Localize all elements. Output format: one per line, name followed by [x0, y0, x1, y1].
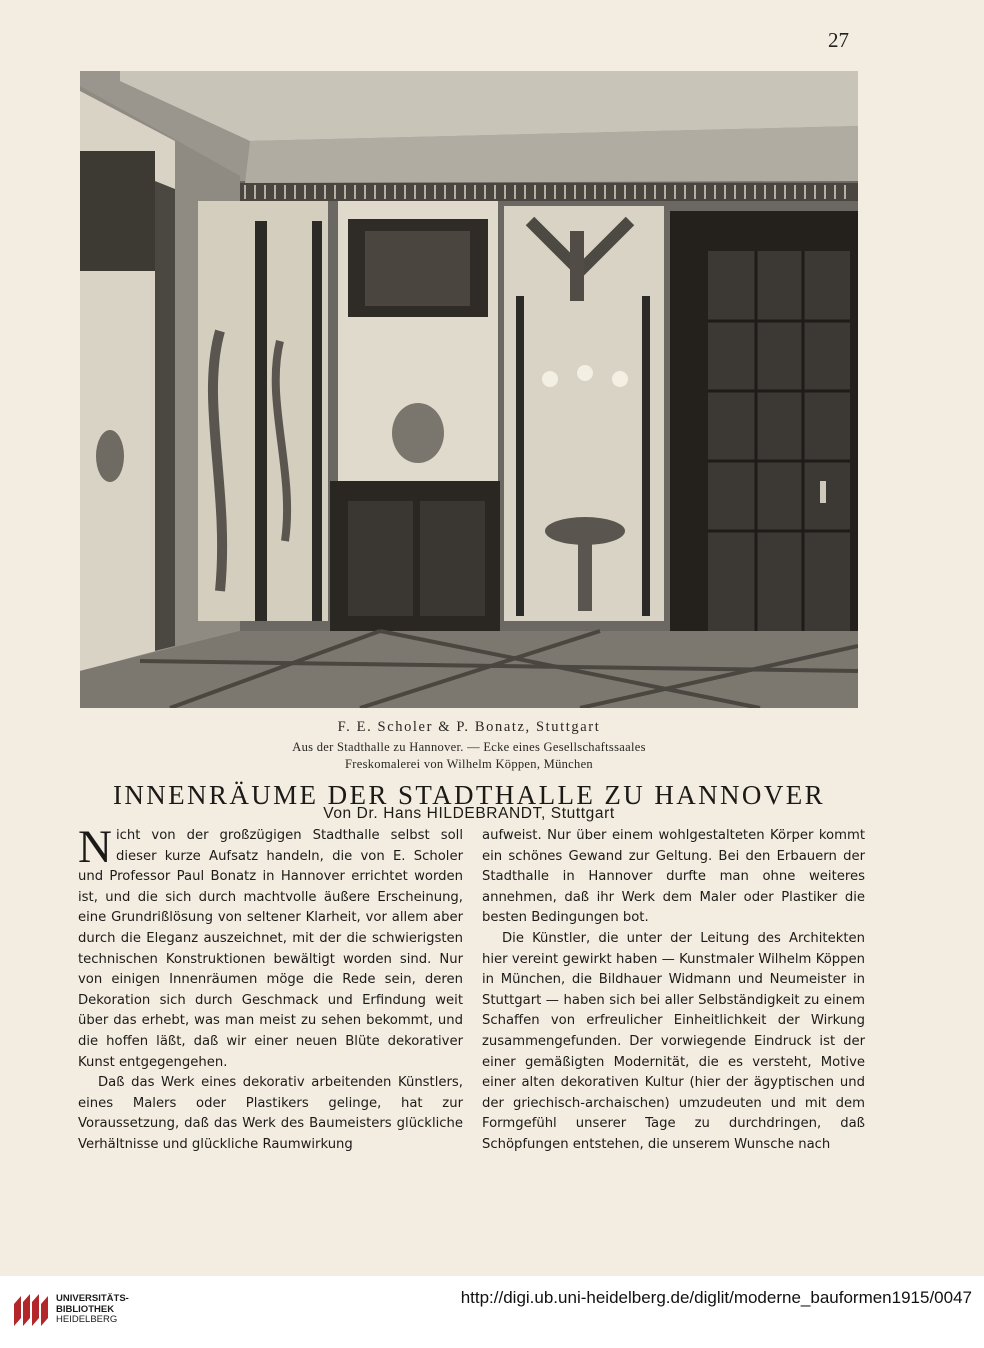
paragraph: Die Künstler, die unter der Leitung des Architekten hier vereint gewirkt haben — Kunstmaler Wilhelm Köppen in München, die Bildhauer Widmann und Neumeister in Stuttgart — haben sich bei aller Selbständigkeit zu einem Schaffen von erfreulicher Einheitlichkeit der Wirkung zusammengefunden. Der vorwiegende Eindruck ist der einer gemäßigten Modernität, die es versteht, Motive einer alten dekorativen Kultur (hier der ägyptischen und der griechisch-archaischen) umzudeuten und mit dem Formgefühl unserer Tage zu durchdringen, daß Schöpfungen entstehen, die unserem Wunsche nach [482, 930, 865, 1152]
paragraph: Daß das Werk eines dekorativ arbeitenden Künstlers, eines Malers oder Plastikers gelinge, hat zur Voraussetzung, daß das Werk des Baumeisters glückliche Verhältnisse und glückliche Raumwirkung [78, 1075, 463, 1152]
paragraph [78, 821, 463, 1073]
figure-caption-line-2: Freskomalerei von Wilhelm Köppen, München [345, 757, 593, 771]
library-name-line-2: BIBLIOTHEK [56, 1303, 115, 1315]
library-seal-icon [12, 1292, 50, 1328]
footer-bar [0, 1276, 984, 1348]
text-column-right [482, 826, 865, 1156]
library-name-line-1: UNIVERSITÄTS- [56, 1293, 129, 1305]
library-logo[interactable] [12, 1292, 129, 1328]
interior-photograph [80, 71, 858, 708]
paragraph: aufweist. Nur über einem wohlgestalteten Körper kommt ein schönes Gewand zur Geltung. Bei den Erbauern der Stadthalle in Hannover durfte man ohne weiteres annehmen, daß ihr Werk dem Maler oder Plastiker die besten Bedingungen bot. [482, 828, 865, 926]
library-name-line-3: HEIDELBERG [56, 1314, 118, 1326]
source-url-link[interactable]: http://digi.ub.uni-heidelberg.de/diglit/moderne_bauformen1915/0047 [460, 1288, 972, 1307]
article-title: INNENRÄUME DER STADTHALLE ZU HANNOVER [112, 780, 826, 810]
figure-credit: F. E. Scholer & P. Bonatz, Stuttgart [337, 719, 601, 735]
drop-cap: N [78, 821, 112, 873]
figure-caption-line-1: Aus der Stadthalle zu Hannover. — Ecke eines Gesellschaftssaales [292, 740, 646, 754]
text-column-left [78, 821, 463, 1156]
article-byline: Von Dr. Hans HILDEBRANDT, Stuttgart [323, 805, 615, 822]
page-number: 27 [828, 28, 849, 52]
library-name [56, 1294, 129, 1326]
paragraph-text: icht von der großzügigen Stadthalle selbst soll dieser kurze Aufsatz handeln, die von E. Scholer und Professor Paul Bonatz in Hannover errichtet worden ist, und die sich durch machtvolle äußere Erscheinung, eine Grundrißlösung von seltener Klarheit, vor allem aber durch die Eleganz auszeichnet, mit der die schwierigsten technischen Konstruktionen bewältigt worden sind. Nur von einigen Innenräumen möge die Rede sein, deren Dekoration sich durch Geschmack und Erfindung weit über das erhebt, was man meist zu sehen bekommt, und die hoffen läßt, daß wir einer neuen Blüte dekorativer Kunst entgegengehen. [78, 828, 463, 1070]
